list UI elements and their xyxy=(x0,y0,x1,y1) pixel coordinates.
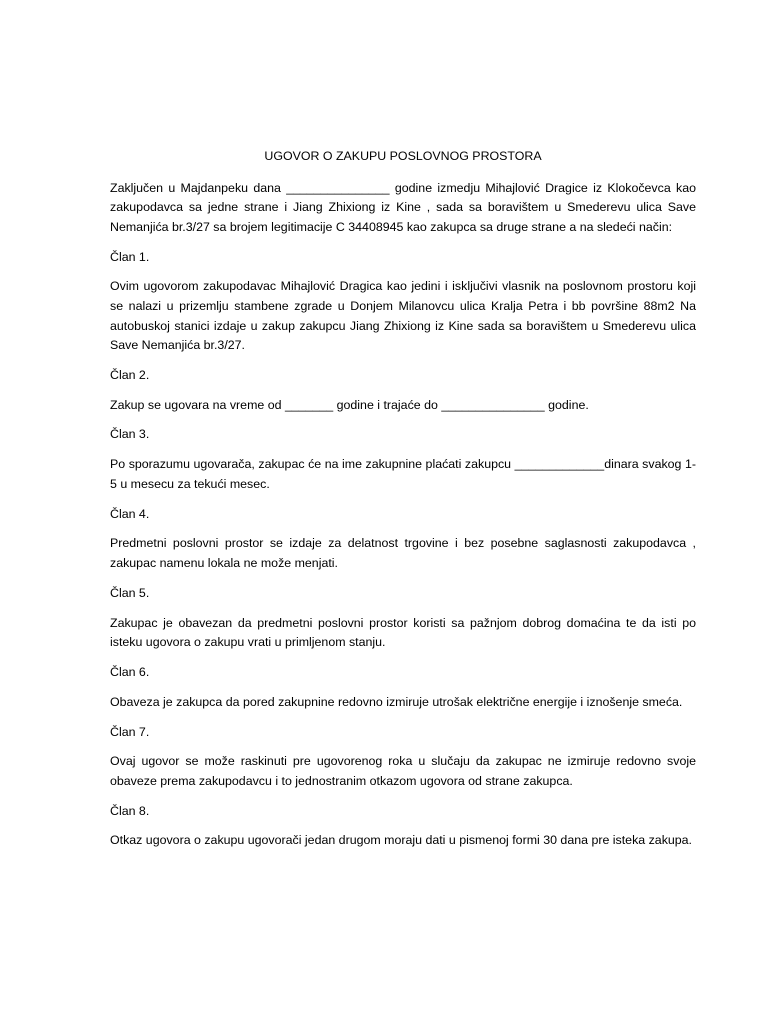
article-6-heading: Član 6. xyxy=(110,664,150,679)
article-7-text: Ovaj ugovor se može raskinuti pre ugovorenog roka u slučaju da zakupac ne izmiruje redovno svoje obaveze prema zakupodavcu i to jednostranim otkazom ugovora od strane zakupca. xyxy=(110,754,696,788)
article-8-text: Otkaz ugovora o zakupu ugovorači jedan drugom moraju dati u pismenoj formi 30 dana pre isteka zakupa. xyxy=(110,833,693,848)
article-1-text: Ovim ugovorom zakupodavac Mihajlović Dragica kao jedini i isključivi vlasnik na poslovnom prostoru koji se nalazi u prizemlju stambene zgrade u Donjem Milanovcu ulica Kralja Petra i bb površine 88m2 Na autobuskoj stanici izdaje u zakup zakupcu Jiang Zhixiong iz Kine sada sa boravištem u Smederevu ulica Save Nemanjića br.3/27. xyxy=(110,279,696,353)
document-body xyxy=(110,147,696,861)
article-7-heading: Član 7. xyxy=(110,724,150,739)
article-6-text: Obaveza je zakupca da pored zakupnine redovno izmiruje utrošak električne energije i iznošenje smeća. xyxy=(110,694,683,709)
article-1-heading: Član 1. xyxy=(110,249,150,264)
article-3-text: Po sporazumu ugovarača, zakupac će na ime zakupnine plaćati zakupcu _____________dinara svakog 1-5 u mesecu za tekući mesec. xyxy=(110,457,696,491)
article-2-text: Zakup se ugovara na vreme od _______ godine i trajaće do _______________ godine. xyxy=(110,397,589,412)
document-title: UGOVOR O ZAKUPU POSLOVNOG PROSTORA xyxy=(264,149,542,163)
article-5-text: Zakupac je obavezan da predmetni poslovni prostor koristi sa pažnjom dobrog domaćina te da isti po isteku ugovora o zakupu vrati u primljenom stanju. xyxy=(110,615,696,650)
intro-paragraph: Zaključen u Majdanpeku dana _______________ godine izmedju Mihajlović Dragice iz Klokočevca kao zakupodavca sa jedne strane i Jiang Zhixiong iz Kine , sada sa boravištem u Smederevu ulica Save Nemanjića br.3/27 sa brojem legitimacije C 34408945 kao zakupca sa druge strane a na sledeći način: xyxy=(110,180,696,234)
article-5-heading: Član 5. xyxy=(110,585,150,600)
article-8-heading: Član 8. xyxy=(110,803,150,818)
article-3-heading: Član 3. xyxy=(110,427,150,442)
article-4-text: Predmetni poslovni prostor se izdaje za delatnost trgovine i bez posebne saglasnosti zakupodavca , zakupac namenu lokala ne može menjati. xyxy=(110,536,696,570)
article-4-heading: Član 4. xyxy=(110,506,150,521)
article-2-heading: Član 2. xyxy=(110,367,150,382)
